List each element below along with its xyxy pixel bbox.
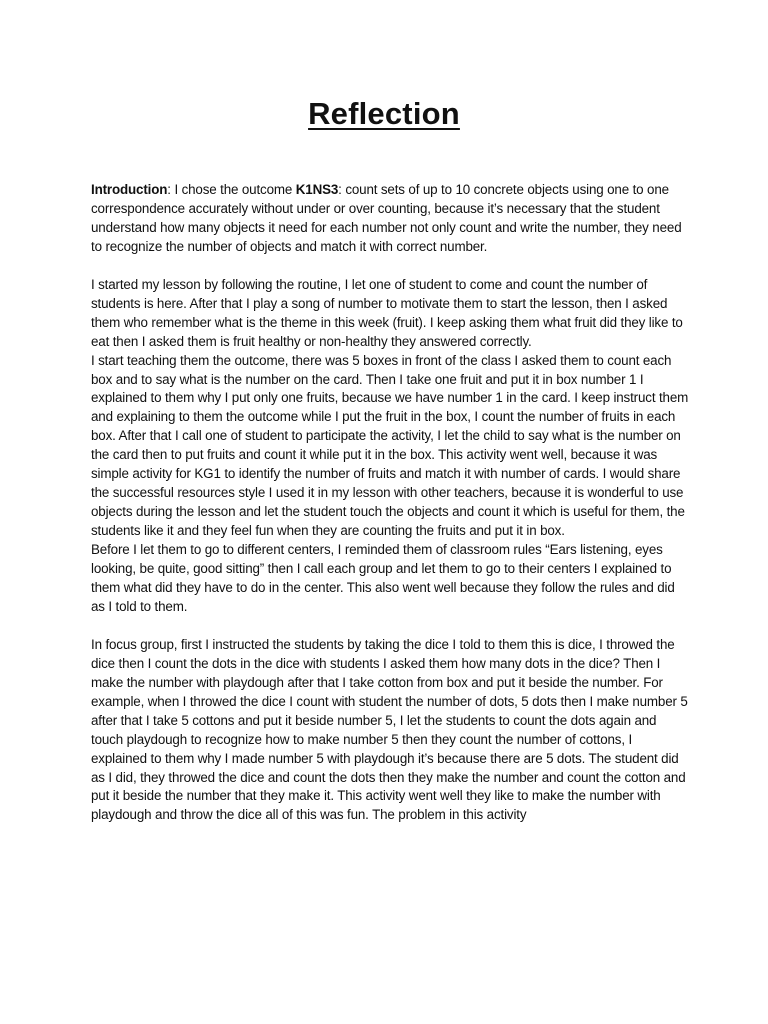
page-title: Reflection [308,96,460,131]
intro-separator: : I chose the outcome [167,182,296,197]
document-body [91,181,689,825]
paragraph-focus-group: In focus group, first I instructed the students by taking the dice I told to them this is dice, I throwed the dice then I count the dots in the dice with students I asked them how many dots in the dice? Then I make the number with playdough after that I take cotton from box and put it beside the number. For example, when I throwed the dice I count with student the number of dots, 5 dots then I make number 5 after that I take 5 cottons and put it beside number 5, I let the students to count the dots again and touch playdough to recognize how to make number 5 then they count the number of cottons, I explained to them why I made number 5 with playdough it’s because there are 5 dots. The student did as I did, they throwed the dice and count the dots then they make the number and count the cotton and put it beside the number that they make it. This activity went well they like to make the number with playdough and throw the dice all of this was fun. The problem in this activity [91,636,688,823]
paragraph-routine: I started my lesson by following the routine, I let one of student to come and count the number of students is here. After that I play a song of number to motivate them to start the lesson, then I asked them who remember what is the theme in this week (fruit). I keep asking them what fruit did they like to eat then I asked them is fruit healthy or non-healthy they answered correctly. [91,276,683,349]
paragraph-teaching: I start teaching them the outcome, there was 5 boxes in front of the class I asked them to count each box and to say what is the number on the card. Then I take one fruit and put it in box number 1 I explained to them why I put only one fruits, because we have number 1 in the card. I keep instruct them and explaining to them the outcome while I put the fruit in the box, I count the number of fruits in each box. After that I call one of student to participate the activity, I let the child to say what is the number on the card then to put fruits and count it while put it in the box. This activity went well, because it was simple activity for KG1 to identify the number of fruits and match it with number of cards. I would share the successful resources style I used it in my lesson with other teachers, because it is wonderful to use objects during the lesson and let the student touch the objects and count it which is useful for them, the students like it and they feel fun when they are counting the fruits and put it in box. [91,352,689,539]
paragraph-centers: Before I let them to go to different centers, I reminded them of classroom rules “Ears listening, eyes looking, be quite, good sitting” then I call each group and let them to go to their centers I explained to them what did they have to do in the center. This also went well because they follow the rules and did as I told to them. [91,542,675,614]
outcome-code: K1NS3 [295,182,339,197]
intro-text: : count sets of up to 10 concrete objects using one to one correspondence accurately without under or over counting, because it’s necessary that the student understand how many objects it need for each number not only count and write the number, they need to recognize the number of objects and match it with correct number. [91,182,682,254]
intro-lead: Introduction [91,182,168,197]
intro-paragraph [91,181,689,257]
